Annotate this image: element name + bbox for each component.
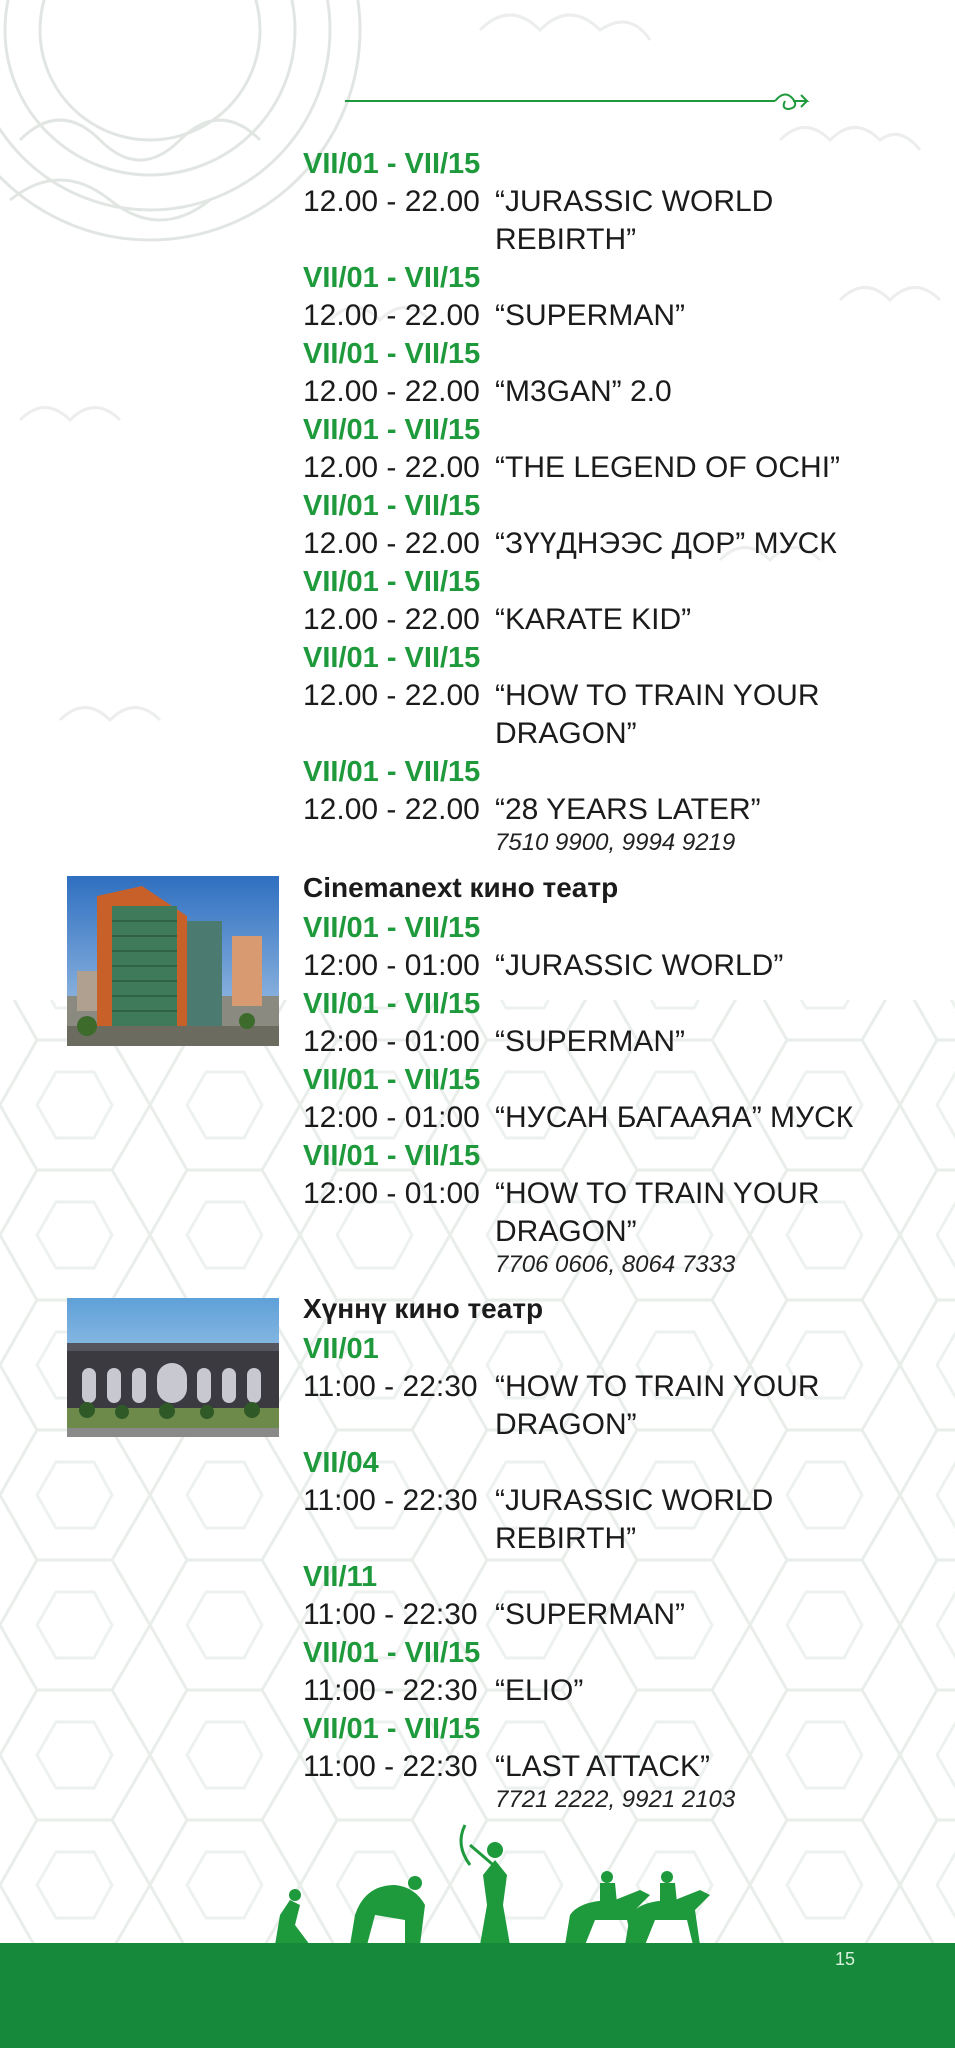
movie-title: “LAST ATTACK”	[495, 1750, 711, 1783]
movie-title: “SUPERMAN”	[495, 1025, 686, 1058]
movie-title-continued: DRAGON”	[495, 717, 637, 750]
screening-date: VII/04	[303, 1447, 379, 1479]
screening-time: 12:00 - 01:00	[303, 1177, 480, 1210]
contact-phone: 7706 0606, 8064 7333	[495, 1251, 736, 1278]
screening-time: 12.00 - 22.00	[303, 603, 480, 636]
screening-line	[303, 449, 840, 487]
movie-title: “JURASSIC WORLD”	[495, 949, 784, 982]
movie-title: “28 YEARS LATER”	[495, 793, 761, 826]
movie-title-continued: DRAGON”	[495, 1215, 637, 1248]
header-ornament	[345, 92, 815, 110]
screening-time: 11:00 - 22:30	[303, 1484, 478, 1517]
screening-time: 12.00 - 22.00	[303, 299, 480, 332]
movie-title-continued: DRAGON”	[495, 1408, 637, 1441]
movie-title-continued: REBIRTH”	[495, 223, 637, 256]
hunnu-building-photo	[67, 1298, 279, 1437]
screening-line	[303, 1596, 685, 1634]
contact-phone: 7721 2222, 9921 2103	[495, 1786, 736, 1813]
screening-date: VII/01 - VII/15	[303, 912, 481, 944]
screening-date: VII/01 - VII/15	[303, 338, 481, 370]
screening-date: VII/01 - VII/15	[303, 1064, 481, 1096]
screening-time: 12:00 - 01:00	[303, 1025, 480, 1058]
screening-time: 12.00 - 22.00	[303, 451, 480, 484]
screening-line	[303, 183, 773, 221]
screening-line	[303, 1368, 819, 1406]
screening-line	[303, 1748, 710, 1786]
screening-time: 12.00 - 22.00	[303, 527, 480, 560]
screening-date: VII/01 - VII/15	[303, 566, 481, 598]
movie-title: “SUPERMAN”	[495, 1598, 686, 1631]
screening-date: VII/01 - VII/15	[303, 988, 481, 1020]
screening-date: VII/01 - VII/15	[303, 1713, 481, 1745]
screening-line	[303, 1175, 819, 1213]
screening-line	[303, 1482, 773, 1520]
screening-time: 12.00 - 22.00	[303, 185, 480, 218]
screening-date: VII/01 - VII/15	[303, 262, 481, 294]
movie-title: “SUPERMAN”	[495, 299, 686, 332]
screening-date: VII/01 - VII/15	[303, 414, 481, 446]
movie-title: “JURASSIC WORLD	[495, 185, 774, 218]
screening-time: 11:00 - 22:30	[303, 1750, 478, 1783]
movie-title: “НУСАН БАГААЯА” МУСК	[495, 1101, 854, 1134]
screening-time: 11:00 - 22:30	[303, 1674, 478, 1707]
sports-silhouettes	[255, 1805, 725, 1950]
screening-line	[303, 297, 685, 335]
screening-line	[303, 525, 837, 563]
screening-line	[303, 601, 691, 639]
movie-title: “KARATE KID”	[495, 603, 692, 636]
screening-date: VII/01	[303, 1333, 379, 1365]
screening-time: 11:00 - 22:30	[303, 1598, 478, 1631]
movie-title-continued: REBIRTH”	[495, 1522, 637, 1555]
contact-phone: 7510 9900, 9994 9219	[495, 829, 736, 856]
footer-band	[0, 1943, 955, 2048]
screening-line	[303, 791, 761, 829]
screening-date: VII/01 - VII/15	[303, 490, 481, 522]
screening-date: VII/01 - VII/15	[303, 756, 481, 788]
screening-time: 12.00 - 22.00	[303, 679, 480, 712]
screening-date: VII/01 - VII/15	[303, 1140, 481, 1172]
screening-time: 12:00 - 01:00	[303, 949, 480, 982]
movie-title: “ЗҮҮДНЭЭС ДОР” МУСК	[495, 527, 837, 560]
screening-line	[303, 373, 672, 411]
movie-title: “HOW TO TRAIN YOUR	[495, 1370, 820, 1403]
screening-date: VII/01 - VII/15	[303, 1637, 481, 1669]
screening-date: VII/01 - VII/15	[303, 642, 481, 674]
screening-line	[303, 677, 819, 715]
movie-title: “M3GAN” 2.0	[495, 375, 672, 408]
screening-time: 12.00 - 22.00	[303, 793, 480, 826]
venue-name: Cinemanext кино театр	[303, 872, 619, 903]
screening-date: VII/11	[303, 1561, 378, 1593]
cinemanext-building-photo	[67, 876, 279, 1046]
screening-line	[303, 1099, 853, 1137]
movie-title: “HOW TO TRAIN YOUR	[495, 1177, 820, 1210]
screening-time: 12.00 - 22.00	[303, 375, 480, 408]
screening-time: 11:00 - 22:30	[303, 1370, 478, 1403]
movie-title: “JURASSIC WORLD	[495, 1484, 774, 1517]
venue-name: Хүннү кино театр	[303, 1293, 544, 1324]
movie-title: “HOW TO TRAIN YOUR	[495, 679, 820, 712]
movie-title: “ELIO”	[495, 1674, 584, 1707]
screening-line	[303, 1672, 583, 1710]
screening-time: 12:00 - 01:00	[303, 1101, 480, 1134]
screening-line	[303, 947, 783, 985]
movie-title: “THE LEGEND OF OCHI”	[495, 451, 841, 484]
screening-date: VII/01 - VII/15	[303, 148, 481, 180]
screening-line	[303, 1023, 685, 1061]
page-number: 15	[835, 1949, 856, 1969]
